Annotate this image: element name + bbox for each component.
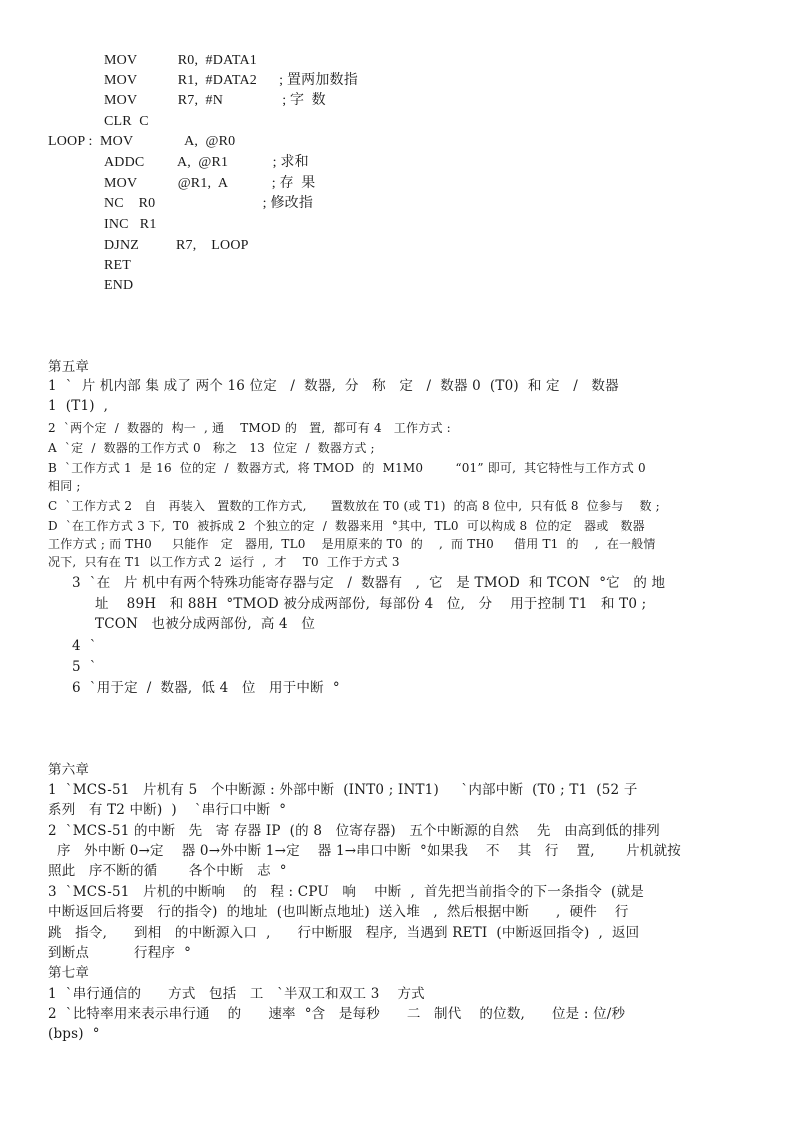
paragraph-line: TCON 也被分成两部份, 高 4 位 [95,616,316,632]
paragraph-line: (bps) ° [48,1026,100,1042]
paragraph-line: 6 `用于定 / 数器, 低 4 位 用于中断 ° [72,680,340,696]
code-line: CLR C [104,114,149,129]
paragraph-line: 照此 序不断的循 各个中断 志 ° [48,863,287,879]
code-line: ADDC A, @R1 ; 求和 [104,155,309,170]
paragraph-line: 1 `MCS-51 片机有 5 个中断源 : 外部中断 (INT0 ; INT1) `内部中断 (T0 ; T1 (52 子 [48,782,638,798]
paragraph-line: 1 ` 片 机内部 集 成了 两个 16 位定 / 数器, 分 称 定 / 数器 0 (T0) 和 定 / 数器 [48,378,619,394]
paragraph-line: 工作方式 ; 而 TH0 只能作 定 器用, TL0 是用原来的 T0 的 , 而 TH0 借用 T1 的 , 在一般情 [48,537,656,551]
code-line: LOOP : MOV A, @R0 [48,134,236,149]
paragraph-line: 到断点 行程序 ° [48,945,192,961]
paragraph-line: 2 `两个定 / 数器的 构一 , 通 TMOD 的 置, 都可有 4 工作方式 : [48,421,451,435]
paragraph-line: 中断返回后将要 行的指令) 的地址 (也叫断点地址) 送入堆 , 然后根据中断 , 硬件 行 [48,904,629,920]
code-line: DJNZ R7, LOOP [104,238,249,253]
paragraph-line: 1 `串行通信的 方式 包括 工 `半双工和双工 3 方式 [48,986,425,1002]
code-line: MOV @R1, A ; 存 果 [104,176,316,191]
paragraph-line: 跳 指令, 到相 的中断源入口 , 行中断服 程序, 当遇到 RETI (中断返回指令) , 返回 [48,925,640,941]
chapter-6-heading: 第六章 [48,762,90,778]
paragraph-line: 址 89H 和 88H °TMOD 被分成两部份, 每部份 4 位, 分 用于控制 T1 和 T0 ; [95,596,647,612]
paragraph-line: 序 外中断 0→定 器 0→外中断 1→定 器 1→串口中断 °如果我 不 其 行 置, 片机就按 [48,843,681,859]
paragraph-line: B `工作方式 1 是 16 位的定 / 数器方式, 将 TMOD 的 M1M0 “01” 即可, 其它特性与工作方式 0 [48,461,646,475]
paragraph-line: 系列 有 T2 中断) ) `串行口中断 ° [48,802,287,818]
paragraph-line: 4 ` [72,638,97,654]
code-line: NC R0 ; 修改指 [104,196,314,211]
code-line: MOV R7, #N ; 字 数 [104,93,326,108]
paragraph-line: 相同 ; [48,479,81,493]
code-line: MOV R1, #DATA2 ; 置两加数指 [104,73,358,88]
code-line: END [104,278,134,293]
paragraph-line: C `工作方式 2 自 再装入 置数的工作方式, 置数放在 T0 (或 T1) 的高 8 位中, 只有低 8 位参与 数 ; [48,499,660,513]
paragraph-line: 3 `在 片 机中有两个特殊功能寄存器与定 / 数器有 , 它 是 TMOD 和 TCON °它 的 地 [72,575,666,591]
chapter-5-heading: 第五章 [48,359,90,375]
code-line: INC R1 [104,217,157,232]
paragraph-line: D `在工作方式 3 下, T0 被拆成 2 个独立的定 / 数器来用 °其中, TL0 可以构成 8 位的定 器或 数器 [48,519,645,533]
paragraph-line: A `定 / 数器的工作方式 0 称之 13 位定 / 数器方式 ; [48,441,375,455]
paragraph-line: 况下, 只有在 T1 以工作方式 2 运行 , 才 T0 工作于方式 3 [48,555,400,569]
paragraph-line: 5 ` [72,659,97,675]
paragraph-line: 1 (T1) , [48,398,109,414]
code-line: MOV R0, #DATA1 [104,53,257,68]
paragraph-line: 2 `MCS-51 的中断 先 寄 存器 IP (的 8 位寄存器) 五个中断源的自然 先 由高到低的排列 [48,823,660,839]
code-line: RET [104,258,132,273]
paragraph-line: 2 `比特率用来表示串行通 的 速率 °含 是每秒 二 制代 的位数, 位是 : 位/秒 [48,1006,626,1022]
paragraph-line: 3 `MCS-51 片机的中断响 的 程 : CPU 响 中断 , 首先把当前指令的下一条指令 (就是 [48,884,644,900]
chapter-7-heading: 第七章 [48,965,90,981]
